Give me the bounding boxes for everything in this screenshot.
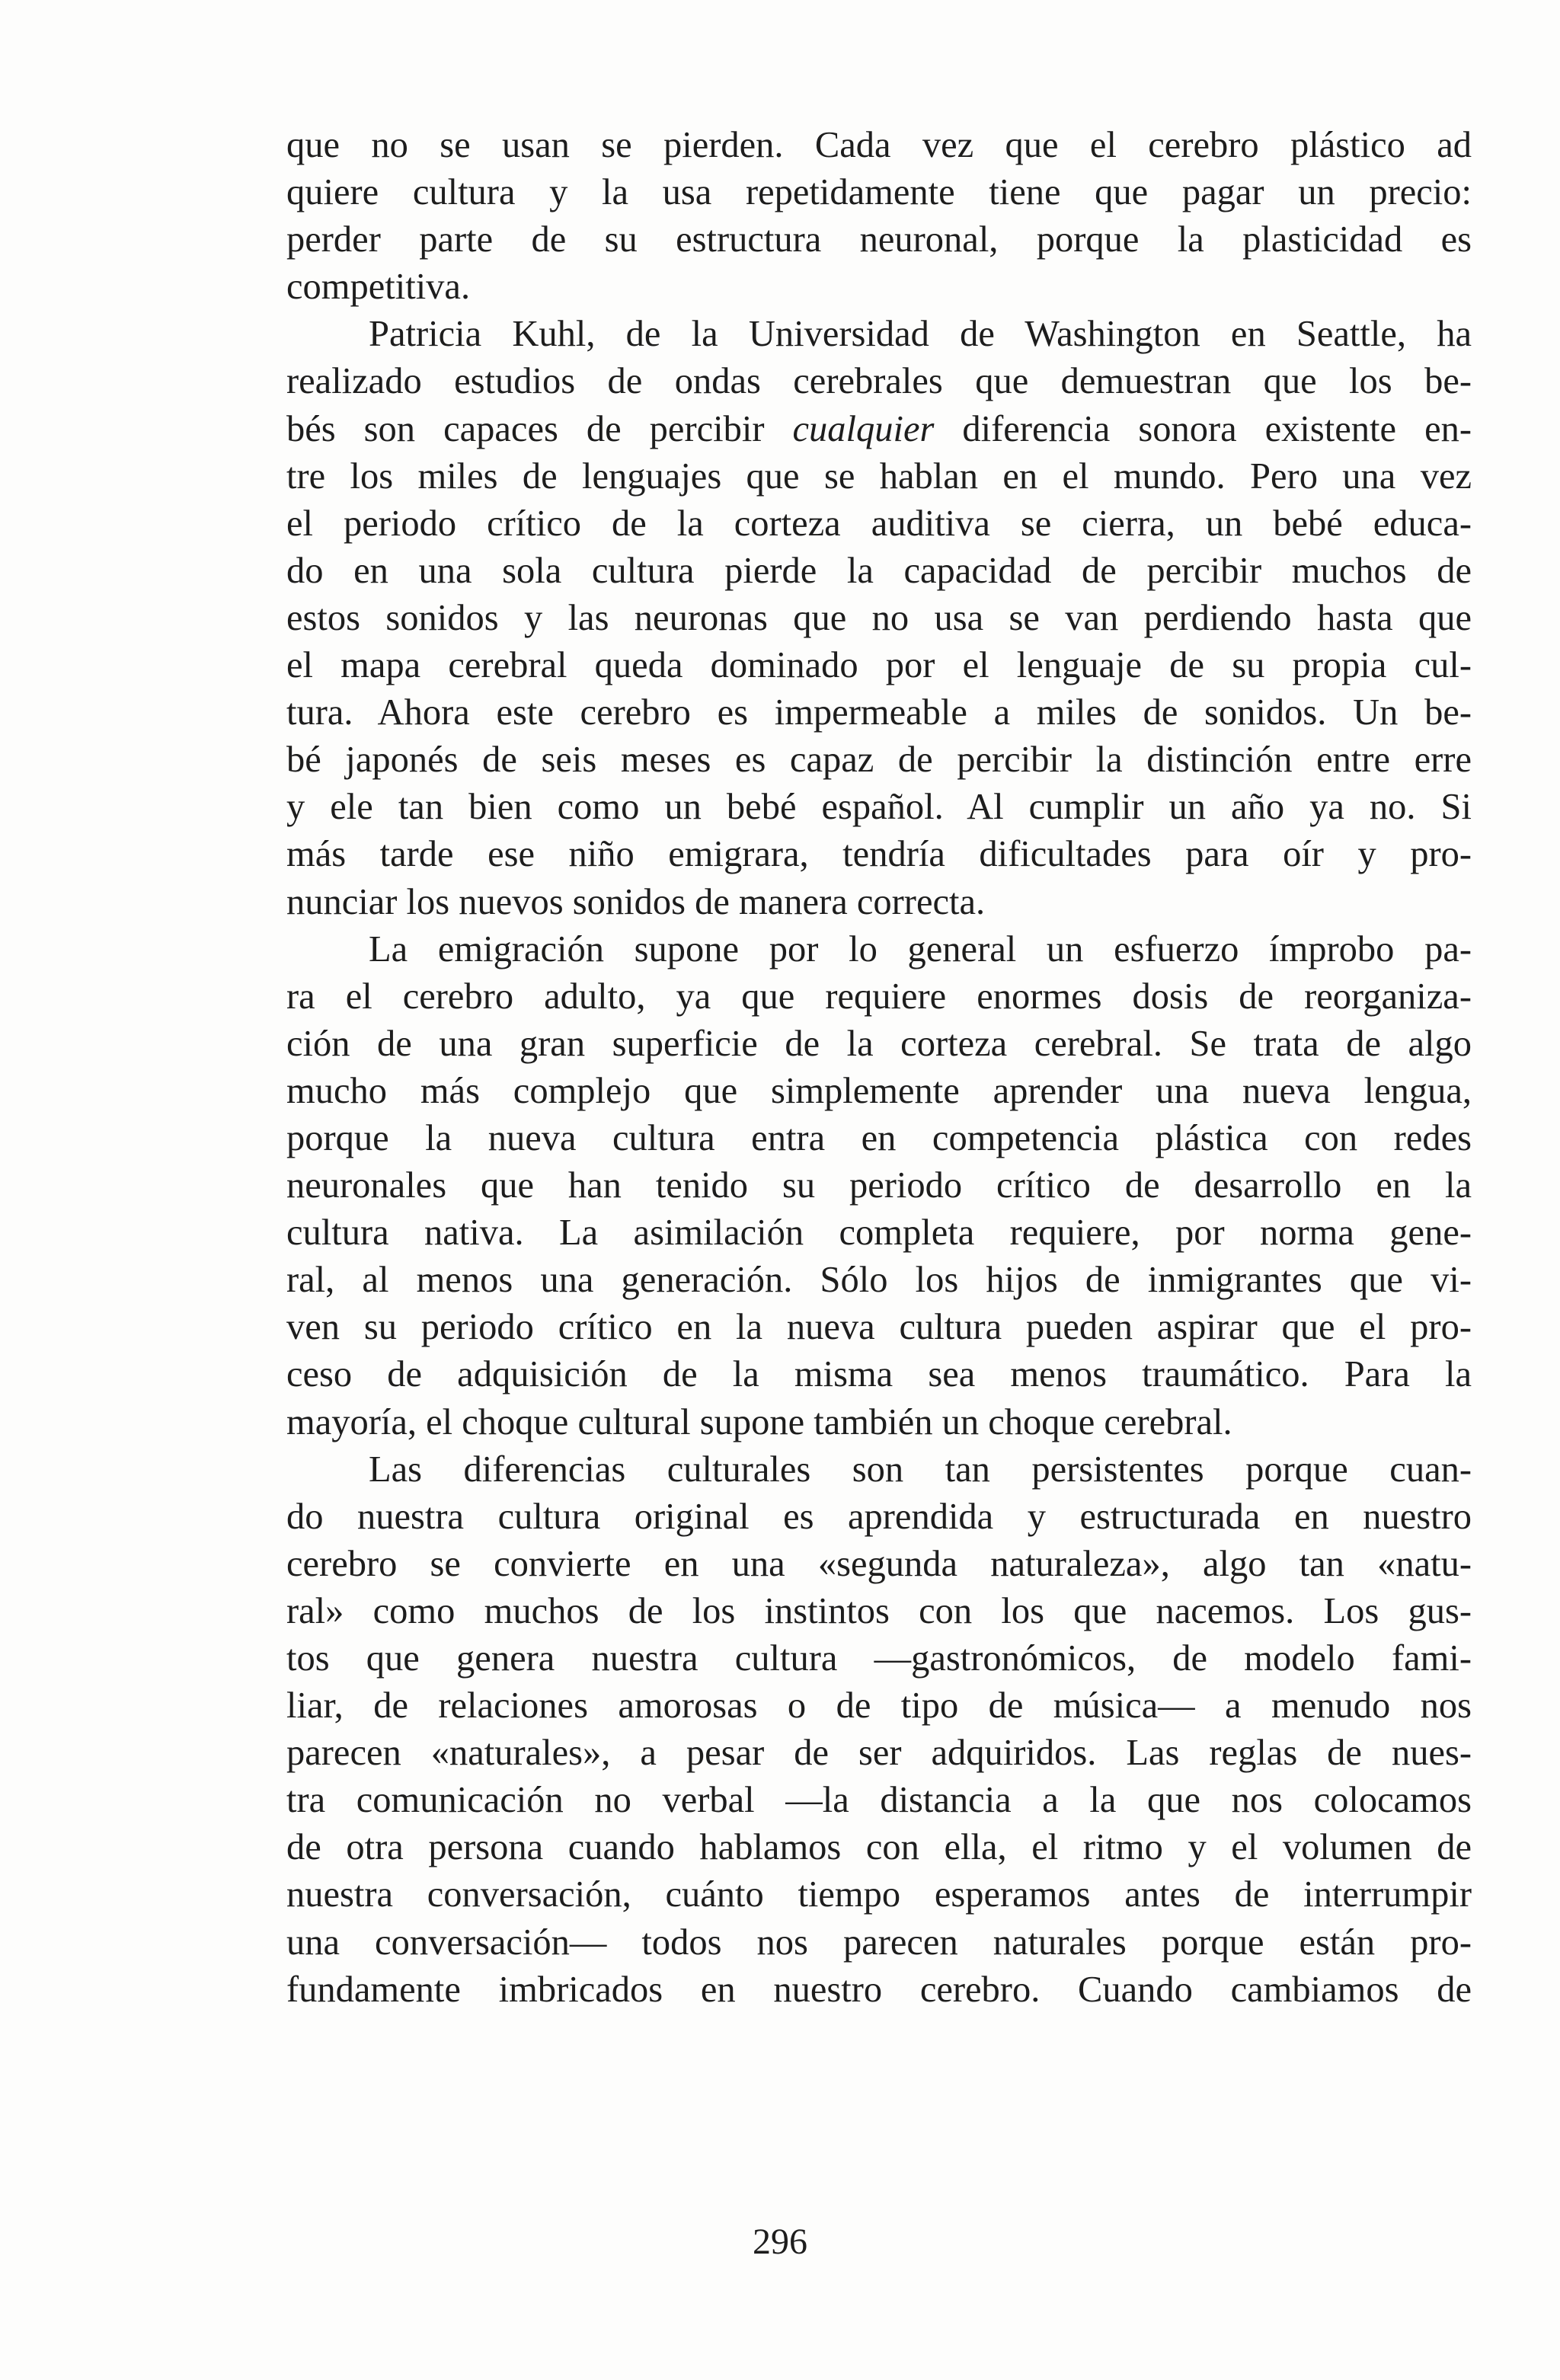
text-line: neuronales que han tenido su periodo crítico de desarrollo en la (286, 1165, 1472, 1206)
text-line: estos sonidos y las neuronas que no usa se van perdiendo hasta que (286, 597, 1472, 638)
text-line: fundamente imbricados en nuestro cerebro. Cuando cambiamos de (286, 1969, 1472, 2010)
text-line: tos que genera nuestra cultura —gastronómicos, de modelo fami- (286, 1638, 1472, 1679)
text-line: de otra persona cuando hablamos con ella, el ritmo y el volumen de (286, 1827, 1472, 1868)
text-line: tra comunicación no verbal —la distancia a la que nos colocamos (286, 1780, 1472, 1821)
body-text (286, 122, 1472, 2014)
text-line: el mapa cerebral queda dominado por el lenguaje de su propia cul- (286, 645, 1472, 686)
text-line: nuestra conversación, cuánto tiempo esperamos antes de interrumpir (286, 1874, 1472, 1915)
text-line: Las diferencias culturales son tan persistentes porque cuan- (369, 1449, 1472, 1490)
text-line: quiere cultura y la usa repetidamente tiene que pagar un precio: (286, 172, 1472, 213)
text-line: ra el cerebro adulto, ya que requiere enormes dosis de reorganiza- (286, 976, 1472, 1017)
text-line: ral, al menos una generación. Sólo los hijos de inmigrantes que vi- (286, 1260, 1472, 1301)
text-line: ceso de adquisición de la misma sea menos traumático. Para la (286, 1354, 1472, 1395)
text-line: cultura nativa. La asimilación completa requiere, por norma gene- (286, 1212, 1472, 1254)
text-line: ción de una gran superficie de la corteza cerebral. Se trata de algo (286, 1023, 1472, 1064)
text-line: más tarde ese niño emigrara, tendría dificultades para oír y pro- (286, 834, 1472, 875)
text-line: porque la nueva cultura entra en competencia plástica con redes (286, 1117, 1472, 1158)
text-line: ral» como muchos de los instintos con los que nacemos. Los gus- (286, 1590, 1472, 1631)
text-line: realizado estudios de ondas cerebrales que demuestran que los be- (286, 361, 1472, 402)
text-line: nunciar los nuevos sonidos de manera correcta. (286, 881, 986, 922)
text-line: bé japonés de seis meses es capaz de percibir la distinción entre erre (286, 740, 1472, 781)
text-line: cerebro se convierte en una «segunda naturaleza», algo tan «natu- (286, 1543, 1472, 1584)
page-number: 296 (753, 2222, 807, 2262)
text-line: que no se usan se pierden. Cada vez que el cerebro plástico ad (286, 125, 1472, 165)
text-line: perder parte de su estructura neuronal, porque la plasticidad es (286, 219, 1472, 260)
text-line: do nuestra cultura original es aprendida y estructurada en nuestro (286, 1496, 1472, 1537)
text-line: mucho más complejo que simplemente aprender una nueva lengua, (286, 1070, 1472, 1111)
text-line: y ele tan bien como un bebé español. Al cumplir un año ya no. Si (286, 787, 1472, 828)
text-line: bés son capaces de percibir cualquier diferencia sonora existente en- (286, 408, 1472, 449)
text-line: mayoría, el choque cultural supone también un choque cerebral. (286, 1401, 1232, 1442)
text-line: La emigración supone por lo general un esfuerzo ímprobo pa- (369, 928, 1472, 970)
text-line: una conversación— todos nos parecen naturales porque están pro- (286, 1922, 1472, 1963)
text-line: tre los miles de lenguajes que se hablan en el mundo. Pero una vez (286, 455, 1472, 497)
text-line: el periodo crítico de la corteza auditiva se cierra, un bebé educa- (286, 503, 1472, 544)
text-line: competitiva. (286, 267, 471, 308)
text-line: tura. Ahora este cerebro es impermeable a miles de sonidos. Un be- (286, 692, 1472, 733)
text-line: ven su periodo crítico en la nueva cultura pueden aspirar que el pro- (286, 1307, 1472, 1348)
text-line: Patricia Kuhl, de la Universidad de Washington en Seattle, ha (369, 314, 1472, 355)
text-line: liar, de relaciones amorosas o de tipo de música— a menudo nos (286, 1685, 1472, 1727)
text-line: do en una sola cultura pierde la capacidad de percibir muchos de (286, 550, 1472, 591)
text-line: parecen «naturales», a pesar de ser adquiridos. Las reglas de nues- (286, 1733, 1472, 1774)
